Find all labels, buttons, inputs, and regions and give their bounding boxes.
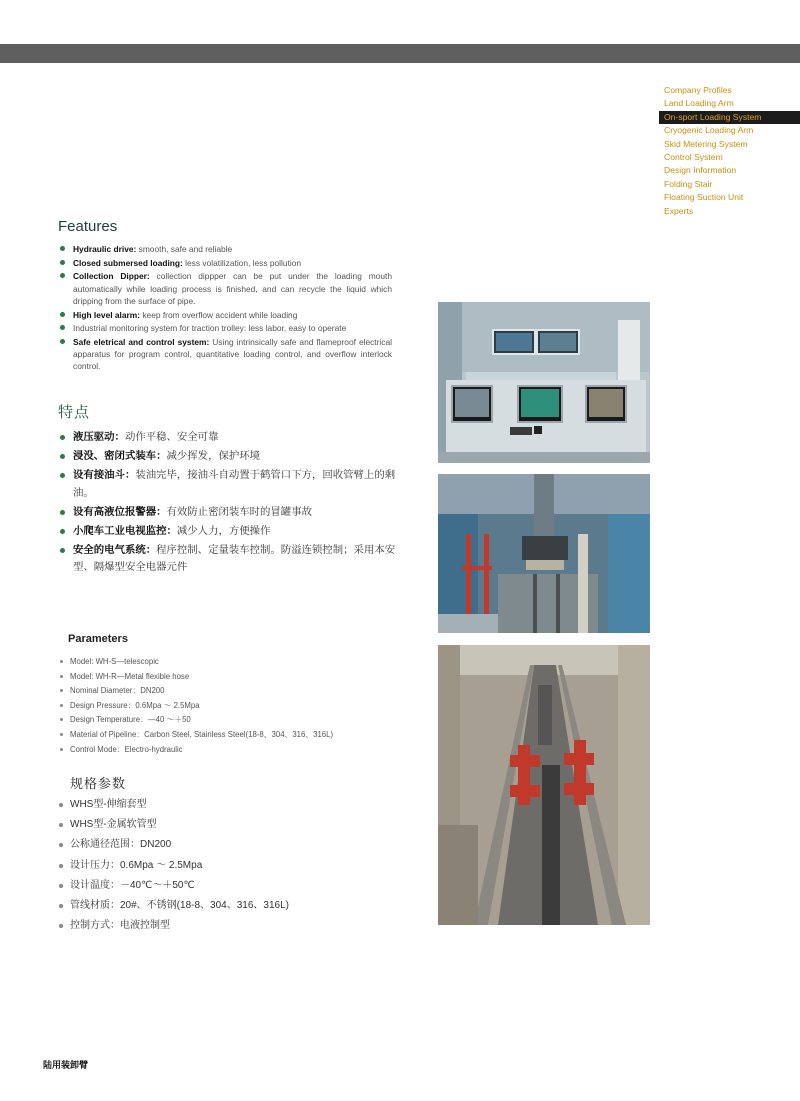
list-item xyxy=(58,504,408,522)
parameters-cn-heading: 规格参数 xyxy=(70,776,127,791)
nav-item-control-system[interactable]: Control System xyxy=(664,151,723,162)
nav-item-skid-metering-system[interactable]: Skid Metering System xyxy=(664,138,748,149)
feature-text: smooth, safe and reliable xyxy=(136,244,233,254)
nav-item-on-sport-loading-system[interactable]: On-sport Loading System xyxy=(659,111,800,124)
list-item xyxy=(58,429,408,447)
list-item: Material of Pipeline：Carbon Steel, Stainless Steel(18-8、304、316、316L) xyxy=(58,728,398,743)
feature-title: 安全的电气系统： xyxy=(73,544,157,556)
feature-text: 有效防止密闭装车时的冒罐事故 xyxy=(166,506,312,518)
list-item: Nominal Diameter：DN200 xyxy=(58,684,398,699)
feature-text: 装油完毕，接油斗自动置于鹤管口下方，回收管臂上的剩油。 xyxy=(73,470,396,499)
list-item xyxy=(58,257,392,269)
list-item xyxy=(58,523,408,541)
list-item: Model: WH-R—Metal flexible hose xyxy=(58,670,398,685)
nav-item-company-profiles[interactable]: Company Profiles xyxy=(664,85,732,95)
feature-text: Industrial monitoring system for traction trolley: less labor, easy to operate xyxy=(73,323,347,334)
feature-title: Hydraulic drive: xyxy=(73,244,137,254)
nav-item-cryogenic-loading-arm[interactable]: Cryogenic Loading Arm xyxy=(664,125,754,136)
rail-trolley-photo xyxy=(438,645,650,925)
list-item: Model: WH-S—telescopic xyxy=(58,655,398,670)
list-item xyxy=(58,322,392,334)
feature-title: High level alarm: xyxy=(73,309,141,320)
list-item: 控制方式：电液控制型 xyxy=(58,916,398,936)
feature-title: 浸没、密闭式装车： xyxy=(73,451,167,462)
list-item: 设计压力：0.6Mpa ～ 2.5Mpa xyxy=(58,856,398,876)
loading-station-photo xyxy=(438,474,650,633)
feature-text: less volatilization, less pollution xyxy=(182,257,302,268)
parameters-heading: Parameters xyxy=(68,633,128,645)
nav-item-floating-suction-unit[interactable]: Floating Suction Unit xyxy=(664,192,744,203)
list-item: Design Temperature：—40 ～＋50 xyxy=(58,713,398,728)
features-cn-list xyxy=(58,429,408,578)
list-item xyxy=(58,243,392,255)
features-heading: Features xyxy=(58,218,118,235)
list-item: 管线材质：20#、不锈钢(18-8、304、316、316L) xyxy=(58,896,398,916)
parameters-en-list xyxy=(58,655,398,757)
feature-text: Using intrinsically safe and flameproof electrical apparatus for program control, quantitative loading control, and overflow interlock control. xyxy=(73,336,392,372)
feature-text: 动作平稳、安全可靠 xyxy=(124,432,219,443)
feature-title: 设有接油斗： xyxy=(73,470,136,481)
nav-item-experts[interactable]: Experts xyxy=(664,205,694,216)
features-en-list xyxy=(58,243,392,374)
feature-text: 程序控制、定量装车控制。防溢连锁控制；采用本安型、隔爆型安全电器元件 xyxy=(73,544,396,573)
footer-label: 陆用装卸臂 xyxy=(43,1060,89,1070)
list-item xyxy=(58,467,408,502)
nav-item-design-information[interactable]: Design Information xyxy=(664,165,737,176)
feature-text: collection dippper can be put under the loading mouth automatically while loading process is finished, and can recycle the liquid which dripping from the surface of pipe. xyxy=(73,271,393,306)
list-item xyxy=(58,270,392,307)
list-item xyxy=(58,309,392,321)
feature-title: Collection Dipper: xyxy=(73,271,150,282)
feature-title: 液压驱动： xyxy=(73,432,125,443)
list-item: WHS型-金属软管型 xyxy=(58,815,398,835)
list-item: Control Mode：Electro-hydraulic xyxy=(58,743,398,758)
feature-title: 小爬车工业电视监控： xyxy=(73,525,177,537)
feature-title: Safe eletrical and control system: xyxy=(73,336,210,347)
control-room-photo xyxy=(438,302,650,463)
list-item xyxy=(58,336,392,373)
nav-item-land-loading-arm[interactable]: Land Loading Arm xyxy=(664,98,734,109)
parameters-cn-list xyxy=(58,795,398,936)
list-item: Design Pressure：0.6Mpa ～ 2.5Mpa xyxy=(58,699,398,714)
feature-text: 减少人力，方便操作 xyxy=(176,525,271,537)
top-bar xyxy=(0,44,800,63)
list-item: 公称通径范围：DN200 xyxy=(58,835,398,855)
feature-title: 设有高液位报警器： xyxy=(73,506,167,518)
nav-item-folding-stair[interactable]: Folding Stair xyxy=(664,178,713,189)
feature-text: keep from overflow accident while loading xyxy=(140,309,298,320)
list-item: WHS型-伸缩套型 xyxy=(58,795,398,815)
list-item xyxy=(58,448,408,466)
feature-title: Closed submersed loading: xyxy=(73,257,183,268)
feature-text: 减少挥发，保护环境 xyxy=(166,451,261,462)
side-nav xyxy=(659,84,800,218)
list-item xyxy=(58,542,408,577)
features-cn-heading: 特点 xyxy=(58,404,91,421)
list-item: 设计温度：－40℃～＋50℃ xyxy=(58,876,398,896)
